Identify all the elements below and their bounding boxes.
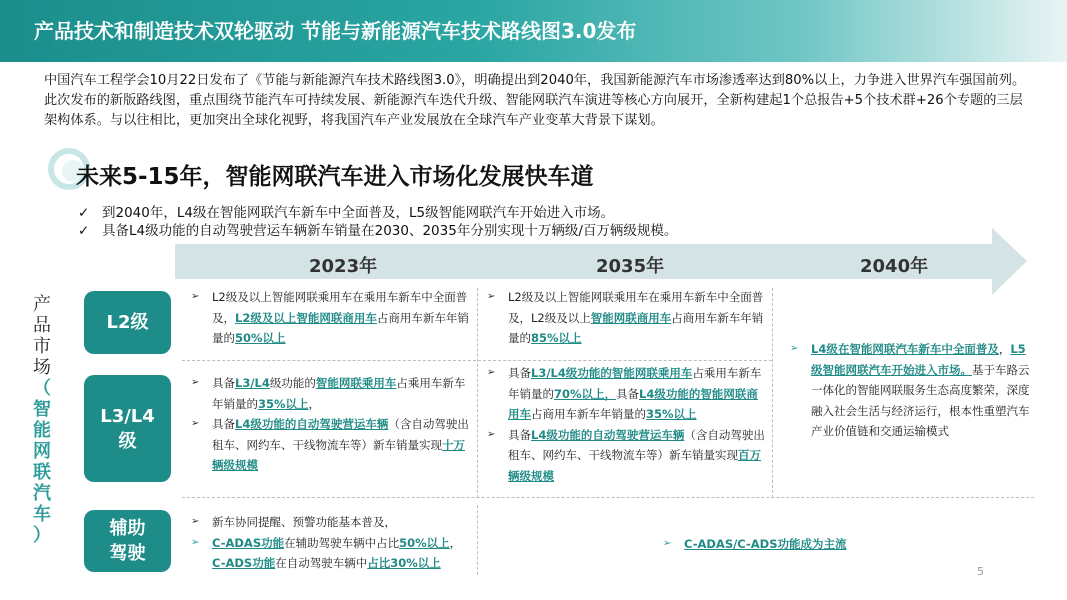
cell-highlight: 智能网联商用车 [590,310,672,325]
cell-highlight: C-ADAS/C-ADS功能成为主流 [684,537,847,551]
category-label: L2级 [106,312,149,333]
cell-text: ， [449,535,462,550]
section-title: 未来5-15年，智能网联汽车进入市场化发展快车道 [76,164,594,190]
cell-text: 具备 [616,386,640,401]
bullet-item [186,533,474,574]
cell-assist-later [658,534,918,555]
cell-text: L2级及以上智能网联乘用车在乘用车新车中全面普及， [212,290,468,325]
cell-highlight: C-ADS功能 [212,556,276,570]
intro-paragraph: 中国汽车工程学会10月22日发布了《节能与新能源汽车技术路线图3.0》，明确提出到2040年，我国新能源汽车市场渗透率达到80%以上，力争进入世界汽车强国前列。此次发布的新版路线图，重点围绕节能汽车可持续发展、新能源汽车迭代升级、智能网联汽车演进等核心方向展开，全新构建起1个总报告+5个技术群+26个专题的三层架构体系。与以往相比，更加突出全球化视野，将我国汽车产业发展放在全球汽车产业变革大背景下谋划。 [44,73,1026,128]
slide-title: 产品技术和制造技术双轮驱动 节能与新能源汽车技术路线图3.0发布 [34,19,637,43]
side-label-char: 品 [33,315,51,336]
bullet-item [186,373,472,414]
cell-l2-2023 [186,287,472,349]
category-l3-l4 [84,375,171,482]
column-divider [477,505,478,575]
bullet-item [658,534,918,555]
year-label-2040: 2040年 [860,256,929,277]
cell-text: 占乘用车新车年销量的 [212,376,466,411]
cell-text: ， [308,396,321,411]
cell-2040 [785,339,1035,442]
cell-highlight: 85%以上 [531,331,582,345]
category-label: 驾驶 [109,543,146,564]
category-label: L3/L4 [100,405,155,427]
cell-text: 具备 [212,376,235,390]
side-label-char: 能 [33,420,51,441]
checkmark-icon: ✓ [78,223,90,239]
bullet-item [186,414,472,476]
cell-highlight: L4级功能的智能网联商用车 [508,386,758,421]
cell-text: 具备 [212,417,235,431]
cell-text: （含自动驾驶出租车、网约车、干线物流车等）新车销量实现 [212,417,469,452]
bullet-item [785,339,1035,442]
cell-highlight: L5级智能网联汽车开始进入市场。 [811,342,1026,377]
category-l2 [84,291,171,354]
year-label-2023: 2023年 [309,256,378,277]
cell-highlight: L3/L4 [235,376,270,390]
side-label-char: ） [33,525,51,546]
bullet-item [482,425,768,487]
year-label-2035: 2035年 [596,256,665,277]
cell-text: 占商用车新车年销量的 [531,407,646,421]
cell-l34-2023 [186,373,472,476]
cell-highlight: 十万辆级规模 [212,437,465,472]
side-label-char: 车 [33,504,51,525]
cell-highlight: 50%以上 [399,535,450,550]
cell-highlight: 百万辆级规模 [508,448,761,483]
cell-highlight: 35%以上 [258,396,309,411]
page-number: 5 [977,565,984,578]
category-assisted-driving [84,510,171,572]
cell-highlight: L4级功能的自动驾驶营运车辆 [235,417,389,431]
side-label-char: 市 [33,336,51,357]
cell-highlight: L2级及以上智能网联商用车 [235,310,377,325]
cell-text: ， [998,342,1011,356]
side-label-char: 智 [33,399,51,420]
column-divider [772,288,773,498]
cell-text: 占商用车新车年销量的 [212,310,469,345]
side-label-char: （ [33,378,51,399]
side-label-char: 网 [33,441,51,462]
cell-l34-2035 [482,363,768,486]
key-point [78,204,677,222]
bullet-item [482,363,768,425]
key-point-text: 具备L4级功能的自动驾驶营运车辆新车销量在2030、2035年分别实现十万辆级/百万辆级规模。 [102,223,678,239]
cell-text: （含自动驾驶出租车、网约车、干线物流车等）新车销量实现 [508,427,765,462]
key-point-text: 到2040年，L4级在智能网联汽车新车中全面普及，L5级智能网联汽车开始进入市场。 [102,205,615,221]
side-label-char: 汽 [33,483,51,504]
cell-l2-2035 [482,287,768,349]
cell-highlight: L3/L4级功能的智能网联乘用车 [531,366,693,380]
row-divider [182,497,1034,498]
side-label-char: 场 [33,357,51,378]
cell-text: L2级及以上智能网联乘用车在乘用车新车中全面普及，L2级及以上 [508,290,764,325]
cell-highlight: 70%以上， [554,386,617,401]
cell-text: 新车协同提醒、预警功能基本普及， [212,515,396,529]
cell-text: 具备 [508,427,531,442]
cell-highlight: L4级功能的自动驾驶营运车辆 [531,427,685,442]
category-label: 辅助 [109,518,146,539]
cell-text: 在自动驾驶车辆中 [275,556,368,570]
cell-text: 基于车路云一体化的智能网联服务生态高度繁荣，深度融入社会生活与经济运行，根本性重塑汽车产业价值链和交通运输模式 [811,362,1030,438]
cell-text: 级功能的 [269,376,316,390]
cell-highlight: 占比30%以上 [367,556,441,570]
cell-highlight: 智能网联乘用车 [315,376,397,390]
side-label-char: 联 [33,462,51,483]
side-label-char: 产 [33,294,51,315]
column-divider [477,288,478,498]
cell-text: 占商用车新车年销量的 [508,310,764,345]
category-label: 级 [118,430,137,452]
checkmark-icon: ✓ [78,205,90,221]
cell-text: 具备 [508,366,531,380]
cell-text: 在辅助驾驶车辆中占比 [284,535,400,550]
cell-assist-2023 [186,512,474,574]
cell-highlight: 35%以上 [646,407,697,421]
bullet-item [186,512,474,533]
cell-highlight: C-ADAS功能 [212,535,285,550]
cell-highlight: L4级在智能网联汽车新车中全面普及 [811,342,999,356]
side-label-product-market [31,294,53,546]
title-banner [0,0,1067,62]
cell-text: 占乘用车新车年销量的 [508,366,762,401]
bullet-item [482,287,768,349]
cell-highlight: 50%以上 [235,331,286,345]
bullet-item [186,287,472,349]
